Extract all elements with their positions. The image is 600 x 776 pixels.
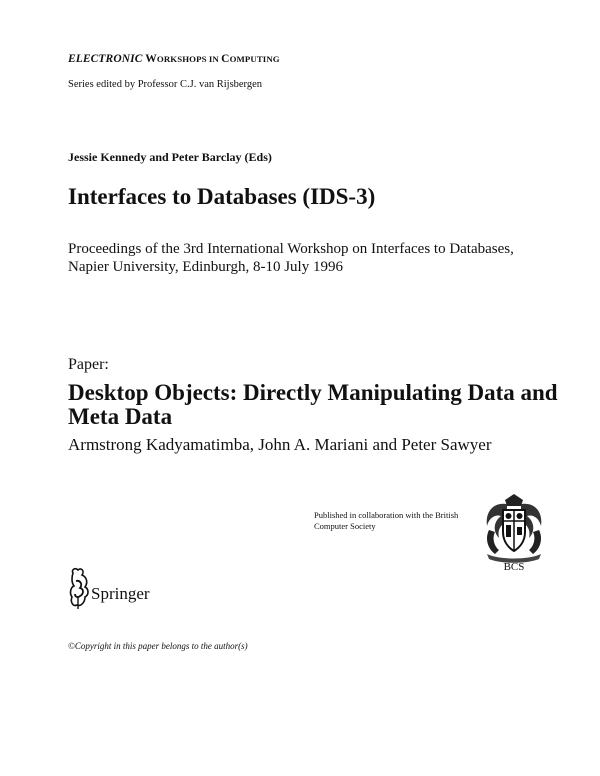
- series-title: [68, 53, 280, 65]
- copyright-notice: ©Copyright in this paper belongs to the author(s): [68, 641, 248, 651]
- book-title: Interfaces to Databases (IDS-3): [68, 184, 376, 209]
- series-title-word-1: WORKSHOPS IN: [145, 53, 222, 65]
- bcs-label: BCS: [503, 561, 525, 572]
- paper-authors: Armstrong Kadyamatimba, John A. Mariani and Peter Sawyer: [68, 435, 492, 454]
- book-editors: Jessie Kennedy and Peter Barclay (Eds): [68, 150, 272, 164]
- paper-label: Paper:: [68, 356, 109, 373]
- collaboration-note: Published in collaboration with the British Computer Society: [314, 510, 459, 531]
- springer-logo: [69, 567, 179, 617]
- bcs-crest-icon: [487, 494, 542, 563]
- series-editor: Series edited by Professor C.J. van Rijsbergen: [68, 79, 263, 90]
- springer-knight-icon: [71, 569, 88, 609]
- series-title-italic: ELECTRONIC: [68, 53, 143, 65]
- series-title-word-2: COMPUTING: [221, 53, 280, 65]
- springer-label: Springer: [91, 584, 150, 603]
- proceedings-text: Proceedings of the 3rd International Workshop on Interfaces to Databases, Napier University, Edinburgh, 8-10 July 1996: [68, 241, 514, 275]
- paper-title: Desktop Objects: Directly Manipulating Data and Meta Data: [68, 380, 558, 429]
- bcs-crest-logo: [479, 492, 549, 572]
